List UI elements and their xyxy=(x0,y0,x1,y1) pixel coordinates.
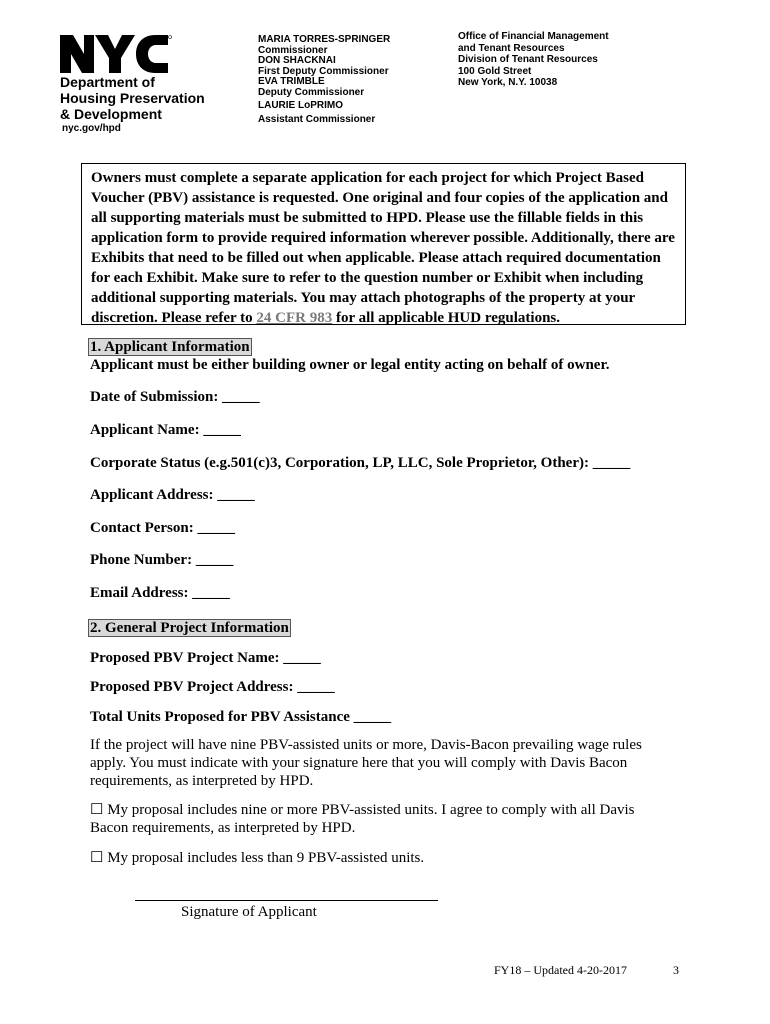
section-1-subheading: Applicant must be either building owner or legal entity acting on behalf of owner. xyxy=(90,357,610,373)
option-nine-or-more xyxy=(90,801,660,837)
signature-line[interactable] xyxy=(135,900,438,901)
office-line: Office of Financial Management xyxy=(458,31,609,42)
office-line: Division of Tenant Resources xyxy=(458,54,598,65)
nyc-logo xyxy=(60,32,172,76)
department-name xyxy=(60,74,205,122)
commissioner-list xyxy=(258,35,390,125)
project-name-field[interactable]: Proposed PBV Project Name: _____ xyxy=(90,650,321,666)
section-2-heading-wrap xyxy=(88,619,291,637)
corporate-status-field[interactable]: Corporate Status (e.g.501(c)3, Corporation, LP, LLC, Sole Proprietor, Other): _____ xyxy=(90,455,631,471)
applicant-address-field[interactable]: Applicant Address: _____ xyxy=(90,487,255,503)
instructions-text: Owners must complete a separate application for each project for which Project Based Voucher (PBV) assistance is requested. One original and four copies of the application and all supporting materials must be submitted to HPD. Please use the fillable fields in this application form to provide required information wherever possible. Additionally, there are Exhibits that need to be filled out when applicable. Please attach required documentation for each Exhibit. Make sure to refer to the question number or Exhibit when including additional supporting materials. You may attach photographs of the property at your discretion. Please refer to xyxy=(91,170,675,326)
section-1-heading-wrap xyxy=(88,338,252,356)
person-title: Assistant Commissioner xyxy=(258,113,376,125)
davis-bacon-paragraph: If the project will have nine PBV-assisted units or more, Davis-Bacon prevailing wage rules apply. You must indicate with your signature here that you will comply with Davis Bacon requirements, as interpreted by HPD. xyxy=(90,737,642,789)
checkbox-nine-or-more[interactable]: ☐ xyxy=(90,802,104,818)
office-line: New York, N.Y. 10038 xyxy=(458,77,558,88)
office-line: 100 Gold Street xyxy=(458,65,532,77)
email-address-field[interactable]: Email Address: _____ xyxy=(90,585,230,601)
total-units-field[interactable]: Total Units Proposed for PBV Assistance _____ xyxy=(90,709,392,725)
person-name: LAURIE LoPRIMO xyxy=(258,100,343,111)
department-line: & Development xyxy=(60,106,162,122)
website-link[interactable]: nyc.gov/hpd xyxy=(62,123,121,134)
option-less-than-nine xyxy=(90,849,660,867)
office-line: and Tenant Resources xyxy=(458,42,565,54)
date-of-submission-field[interactable]: Date of Submission: _____ xyxy=(90,389,260,405)
phone-number-field[interactable]: Phone Number: _____ xyxy=(90,552,234,568)
person-title: Commissioner xyxy=(258,44,328,56)
cfr-link[interactable]: 24 CFR 983 xyxy=(256,310,333,326)
page-number: 3 xyxy=(673,963,679,977)
person-title: Deputy Commissioner xyxy=(258,86,365,98)
instructions-text-end: for all applicable HUD regulations. xyxy=(332,310,560,326)
office-address xyxy=(458,31,609,89)
signature-label: Signature of Applicant xyxy=(181,904,317,920)
footer-version: FY18 – Updated 4-20-2017 xyxy=(494,963,627,977)
department-line: Housing Preservation xyxy=(60,90,205,106)
applicant-name-field[interactable]: Applicant Name: _____ xyxy=(90,422,241,438)
contact-person-field[interactable]: Contact Person: _____ xyxy=(90,520,235,536)
option-less-than-nine-label: My proposal includes less than 9 PBV-assisted units. xyxy=(107,850,425,866)
person-name: DON SHACKNAI xyxy=(258,55,336,66)
department-line: Department of xyxy=(60,74,155,90)
section-1-heading: 1. Applicant Information xyxy=(90,339,250,355)
instructions-box xyxy=(81,163,686,325)
nyc-logo-icon xyxy=(60,32,172,76)
person-title: First Deputy Commissioner xyxy=(258,65,389,77)
checkbox-less-than-nine[interactable]: ☐ xyxy=(90,850,104,866)
person-name: MARIA TORRES-SPRINGER xyxy=(258,34,391,45)
person-name: EVA TRIMBLE xyxy=(258,76,325,87)
project-address-field[interactable]: Proposed PBV Project Address: _____ xyxy=(90,679,335,695)
section-2-heading: 2. General Project Information xyxy=(90,620,289,636)
option-nine-or-more-label: My proposal includes nine or more PBV-assisted units. I agree to comply with all Davis Bacon requirements, as interpreted by HPD. xyxy=(90,802,635,836)
